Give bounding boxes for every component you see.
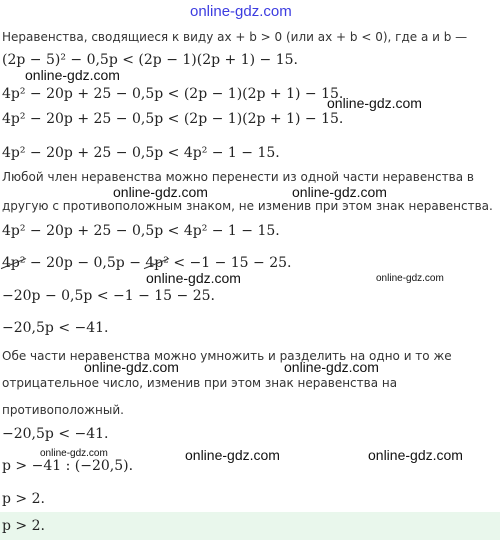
intro-text: Неравенства, сводящиеся к виду ax + b > 0 (или ax + b < 0), где a и b — [2,30,468,44]
equation-line: 4p² − 20p + 25 − 0,5p < 4p² − 1 − 15. [2,223,280,239]
rule-text: Обе части неравенства можно умножить и разделить на одно и то же [2,349,452,363]
equation-line-cancelled [2,255,291,271]
rule-text: противоположный. [2,403,124,417]
watermark: online-gdz.com [368,447,463,463]
equation-line: −20,5p < −41. [2,320,109,336]
rule-text: отрицательное число, изменив при этом знак неравенства на [2,376,398,390]
cancelled-term: 4p² [145,255,169,271]
equation-part: − 20p − 0,5p − [25,255,146,271]
rule-text: другую с противоположным знаком, не изменив при этом знак неравенства. [2,199,493,213]
watermark: online-gdz.com [40,448,108,459]
equation-line: 4p² − 20p + 25 − 0,5p < (2p − 1)(2p + 1) − 15. [2,86,344,102]
equation-part: < −1 − 15 − 25. [168,255,292,271]
watermark: online-gdz.com [146,270,241,286]
equation-line: p > 2. [2,491,45,507]
answer-highlight [0,512,500,540]
answer-line: p > 2. [2,518,45,534]
watermark: online-gdz.com [185,447,280,463]
watermark: online-gdz.com [292,184,387,200]
watermark: online-gdz.com [84,359,179,375]
equation-line: 4p² − 20p + 25 − 0,5p < (2p − 1)(2p + 1) − 15. [2,111,344,127]
equation-line: p > −41 : (−20,5). [2,458,134,474]
equation-line: (2p − 5)² − 0,5p < (2p − 1)(2p + 1) − 15. [2,52,298,68]
cancelled-term: 4p² [2,255,26,271]
watermark: online-gdz.com [376,273,444,284]
rule-text: Любой член неравенства можно перенести из одной части неравенства в [2,170,474,184]
watermark: online-gdz.com [284,359,379,375]
watermark: online-gdz.com [25,67,120,83]
equation-line: −20,5p < −41. [2,426,109,442]
equation-line: 4p² − 20p + 25 − 0,5p < 4p² − 1 − 15. [2,145,280,161]
watermark: online-gdz.com [113,184,208,200]
watermark: online-gdz.com [327,95,422,111]
equation-line: −20p − 0,5p < −1 − 15 − 25. [2,288,215,304]
watermark-top: online-gdz.com [190,3,292,20]
